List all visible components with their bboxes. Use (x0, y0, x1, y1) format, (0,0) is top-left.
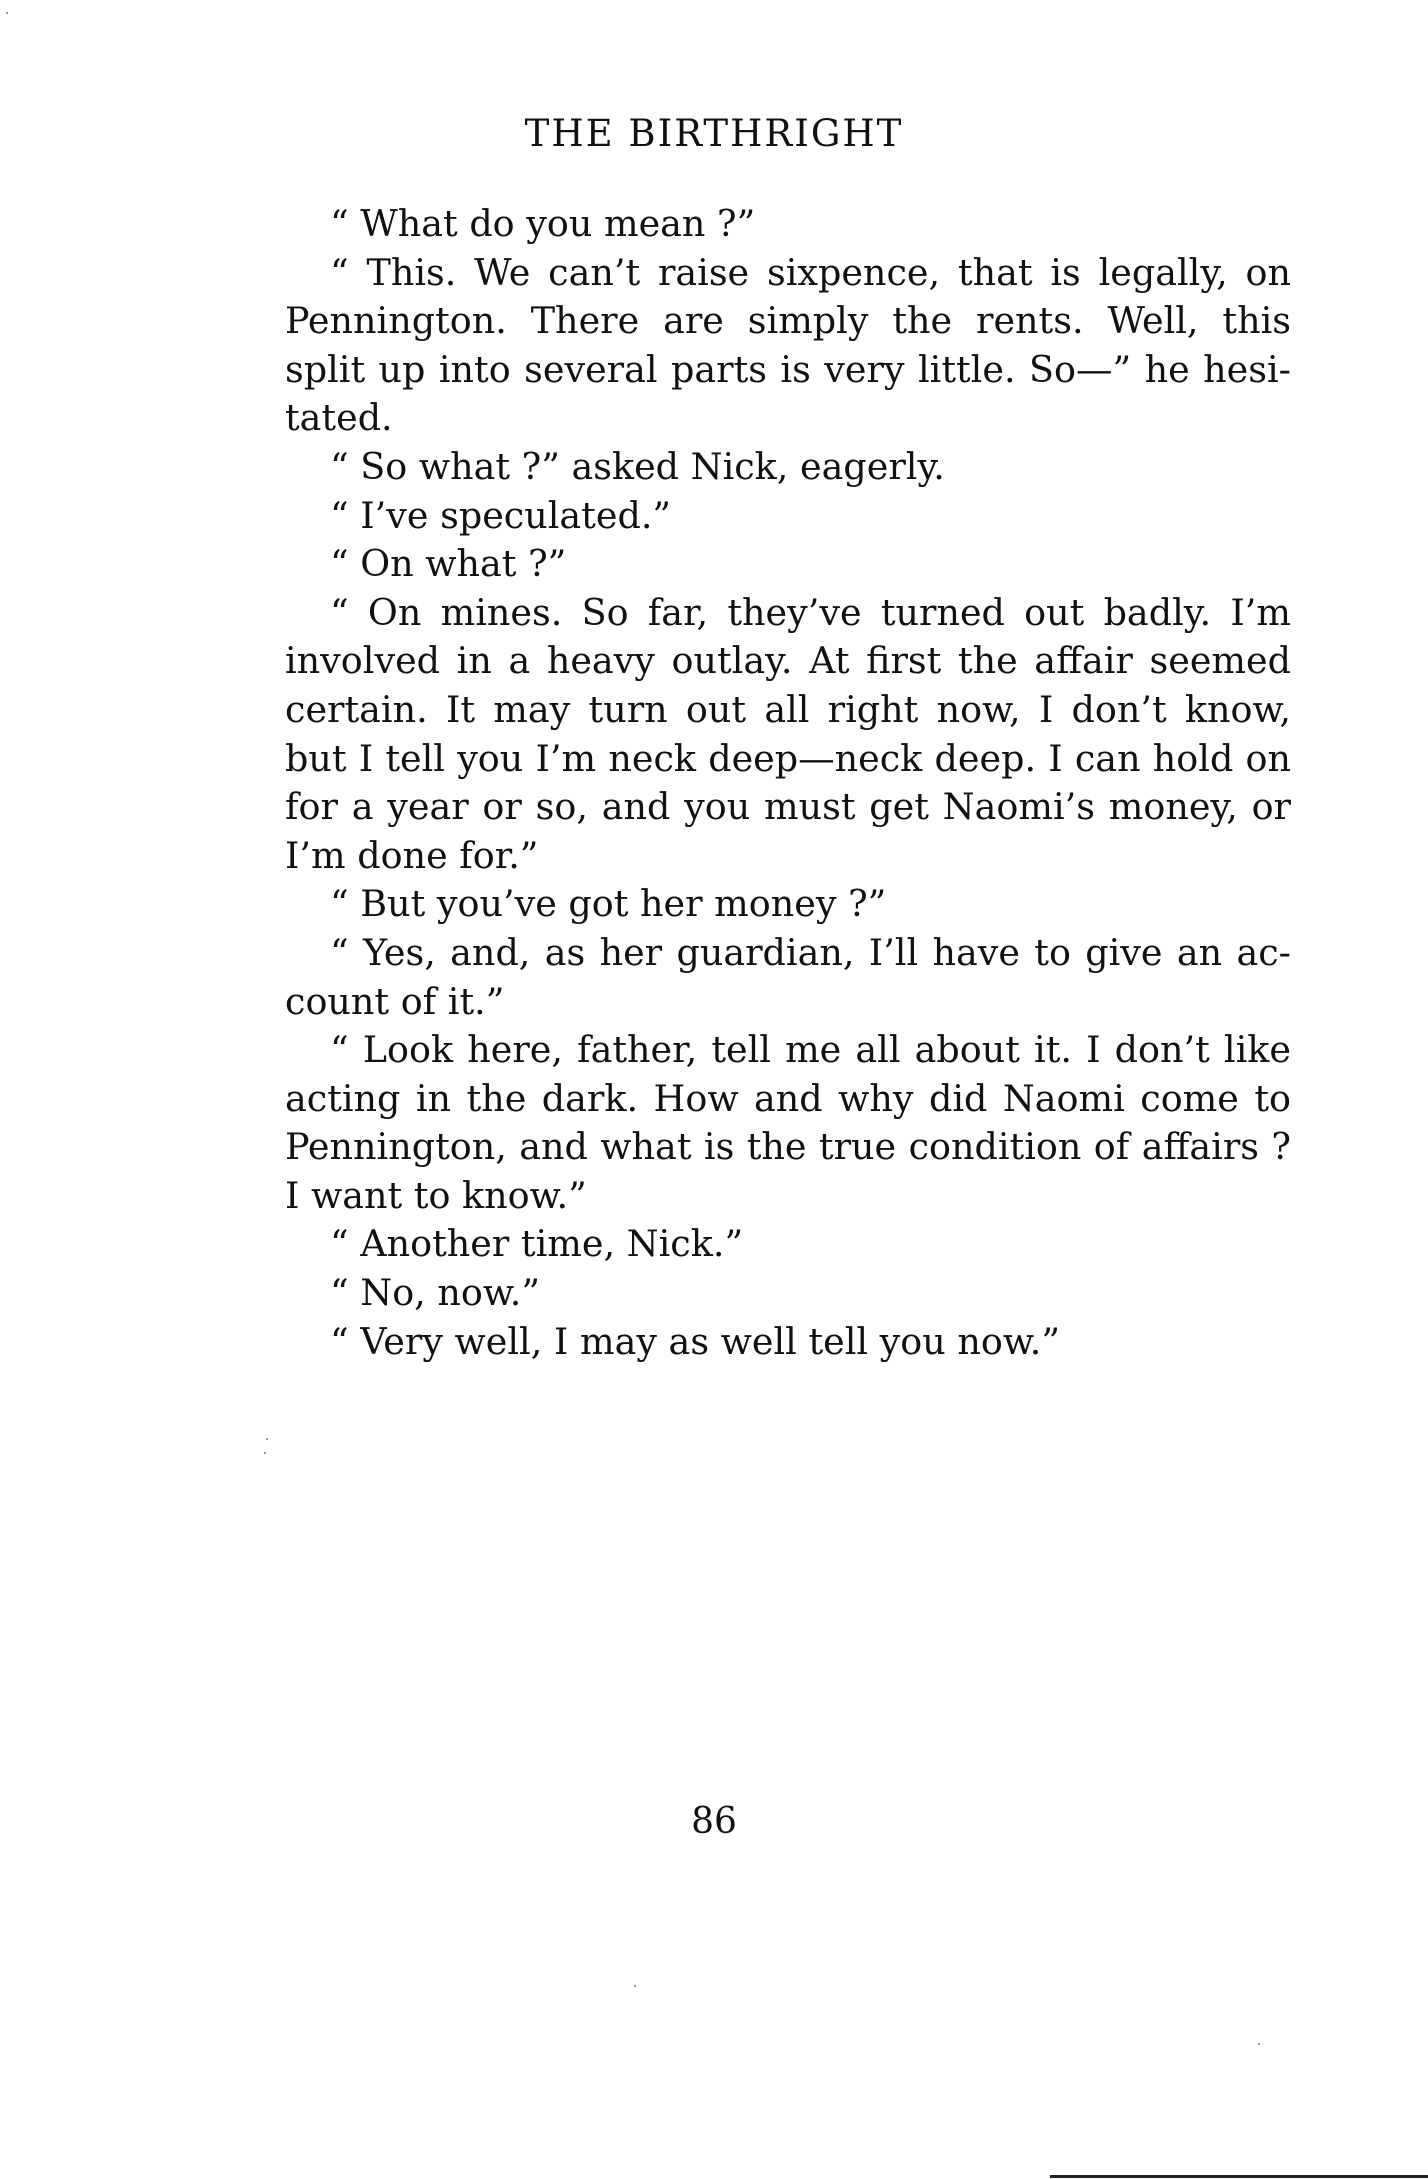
paragraph: “ Look here, father, tell me all about it. I don’t like acting in the dark. How and why did Naomi come to Pennington, and what is the true condition of affairs ? I want to know.” (285, 1028, 1291, 1217)
paragraph: “ I’ve speculated.” (330, 493, 672, 537)
paper-speck (6, 12, 8, 14)
paragraph: “ Very well, I may as well tell you now.” (330, 1319, 1061, 1363)
paragraph: “ Another time, Nick.” (330, 1222, 744, 1266)
paragraph: “ What do you mean ?” (330, 202, 756, 245)
running-head: THE BIRTHRIGHT (524, 112, 904, 155)
paragraph: “ No, now.” (330, 1271, 541, 1315)
page-edge-rule (1050, 2175, 1428, 2178)
paragraph: “ On what ?” (330, 542, 567, 586)
paragraph: “ Yes, and, as her guardian, I’ll have to give an account of it.” (285, 930, 1291, 1023)
paragraph: “ This. We can’t raise sixpence, that is legally, on Pennington. There are simply the rents. Well, this split up into several parts is very little. So—” he hesitated. (285, 250, 1291, 440)
paper-speck (266, 1438, 268, 1440)
paper-speck (264, 1452, 266, 1454)
paper-speck (634, 1985, 636, 1987)
paragraph: “ On mines. So far, they’ve turned out badly. I’m involved in a heavy outlay. At first the affair seemed certain. It may turn out all right now, I don’t know, but I tell you I’m neck deep—neck deep. I can hold on for a year or so, and you must get Naomi’s money, or I’m done for.” (285, 590, 1291, 877)
paper-speck (1258, 2043, 1260, 2045)
paragraph: “ So what ?” asked Nick, eagerly. (330, 444, 945, 488)
body-text (285, 200, 1291, 1366)
page-number: 86 (691, 1801, 737, 1842)
paragraph: “ But you’ve got her money ?” (330, 882, 887, 926)
